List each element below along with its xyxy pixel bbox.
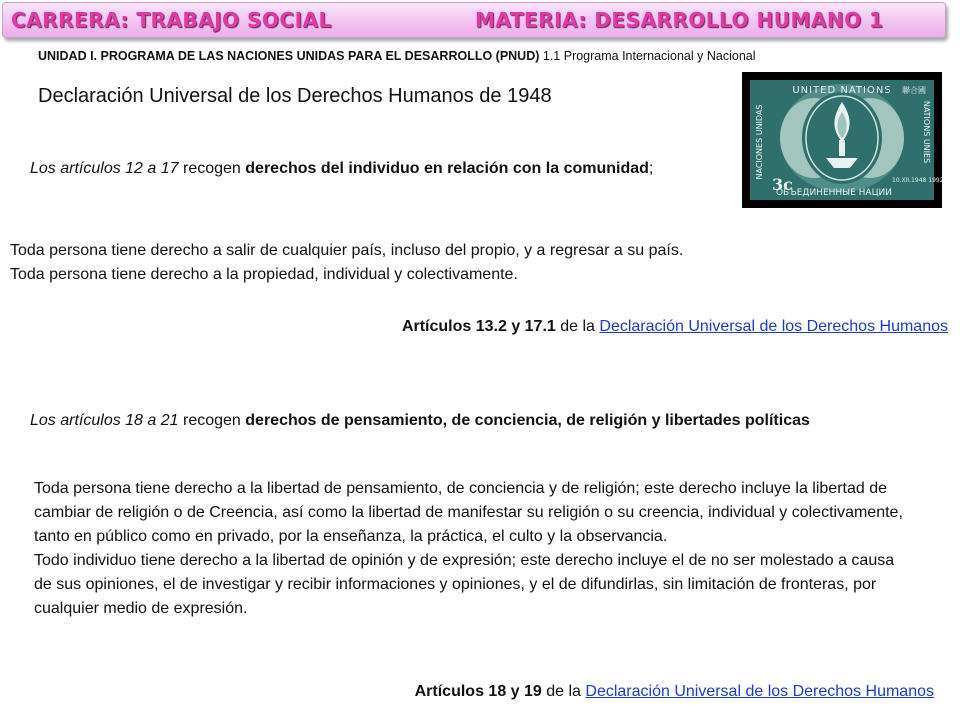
page-title: Declaración Universal de los Derechos Humanos de 1948	[38, 85, 552, 107]
section2-intro-italic: Los artículos 18 a 21	[30, 412, 179, 429]
section2-body	[34, 477, 914, 621]
section1-intro-bold: derechos del individuo en relación con la comunidad	[245, 160, 649, 177]
stamp-value: 3c	[772, 175, 793, 194]
unit-heading-bold: UNIDAD I. PROGRAMA DE LAS NACIONES UNIDAS PARA EL DESARROLLO (PNUD)	[38, 49, 540, 63]
section1-reference	[402, 318, 948, 336]
section1-line1: Toda persona tiene derecho a salir de cualquier país, incluso del propio, y a regresar a su país.	[10, 242, 684, 259]
section2-intro-mid: recogen	[178, 412, 246, 429]
section1-intro	[30, 157, 680, 181]
header-banner	[2, 2, 946, 38]
section1-ref-bold: Artículos 13.2 y 17.1	[401, 318, 556, 335]
section2-paragraph2: Todo individuo tiene derecho a la libertad de opinión y de expresión; este derecho incluye el de no ser molestado a causa de sus opiniones, el de investigar y recibir informaciones y opiniones, y el de difundirlas, sin limitación de fronteras, por cualquier medio de expresión.	[34, 552, 895, 617]
unit-heading-rest: 1.1 Programa Internacional y Nacional	[539, 49, 756, 63]
stamp-chinese: 聯合國	[902, 86, 926, 95]
section2-reference	[415, 683, 934, 701]
section2-paragraph1: Toda persona tiene derecho a la libertad de pensamiento, de conciencia y de religión; este derecho incluye la libertad de cambiar de religión o de Creencia, así como la libertad de manifestar su religión o su creencia, individual y colectivamente, tanto en público como en privado, por la enseñanza, la práctica, el culto y la observancia.	[34, 480, 903, 545]
unit-heading	[38, 49, 756, 63]
section1-line2: Toda persona tiene derecho a la propiedad, individual y colectivamente.	[10, 266, 518, 283]
section1-intro-mid: recogen	[178, 160, 246, 177]
section1-intro-end: ;	[648, 160, 654, 177]
udhr-link-1[interactable]: Declaración Universal de los Derechos Humanos	[599, 318, 948, 335]
section2-intro-bold: derechos de pensamiento, de conciencia, de religión y libertades políticas	[245, 412, 810, 429]
stamp-left-text: NACIONES UNIDAS	[755, 104, 764, 180]
un-stamp-image	[742, 72, 942, 208]
section2-ref-bold: Artículos 18 y 19	[414, 683, 542, 700]
section1-ref-mid: de la	[555, 318, 600, 335]
career-label: CARRERA: TRABAJO SOCIAL	[11, 8, 332, 32]
section1-intro-italic: Los artículos 12 a 17	[30, 160, 179, 177]
stamp-bottom-text: ОБЪЕДИНЕННЫЕ НАЦИИ	[775, 188, 893, 198]
stamp-top-text: UNITED NATIONS	[792, 85, 892, 96]
stamp-right-text: NATIONS UNIES	[922, 100, 931, 164]
section2-intro	[30, 409, 910, 433]
section2-ref-mid: de la	[541, 683, 586, 700]
subject-label: MATERIA: DESARROLLO HUMANO 1	[475, 8, 884, 32]
udhr-link-2[interactable]: Declaración Universal de los Derechos Humanos	[585, 683, 934, 700]
section1-body	[10, 239, 950, 287]
stamp-dates: 10.XII.1948 1992	[892, 177, 942, 184]
